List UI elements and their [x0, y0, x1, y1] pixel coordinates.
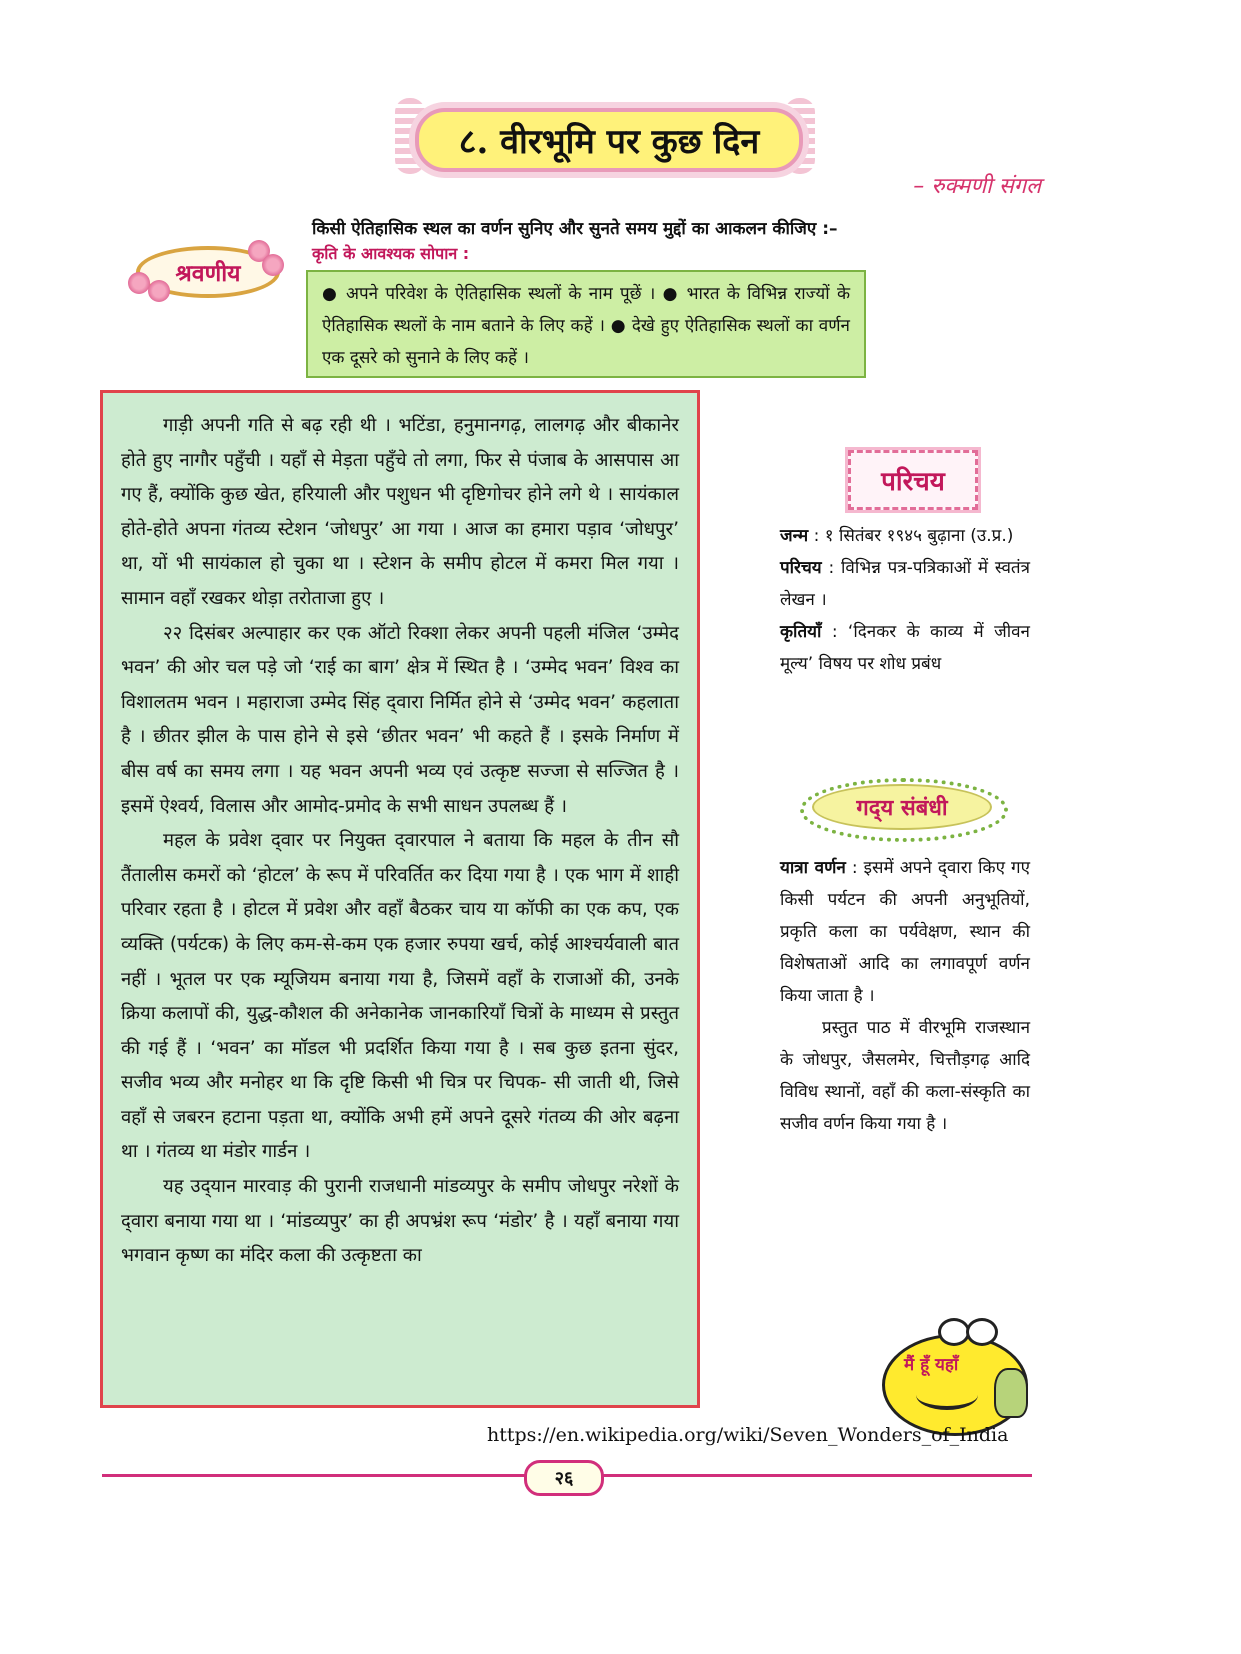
steps-label: कृति के आवश्यक सोपान : — [312, 244, 470, 263]
gadya-term: यात्रा वर्णन — [780, 858, 846, 878]
mascot-thumbs-up-icon — [994, 1368, 1028, 1418]
mascot-smile-icon — [916, 1380, 978, 1410]
bio-birth-value: : १ सितंबर १९४५ बुढ़ाना (उ.प्र.) — [813, 526, 1014, 546]
gadya-definition-text: : इसमें अपने द्‌वारा किए गए किसी पर्यटन की अपनी अनुभूतियों, प्रकृति कला का पर्यवेक्षण, स्थान की विशेषताओं आदि का लगावपूर्ण वर्णन किया जाता है । — [780, 858, 1030, 1006]
bio-works — [780, 616, 1030, 680]
bio-birth — [780, 520, 1030, 552]
chapter-title: ८. वीरभूमि पर कुछ दिन — [415, 108, 803, 172]
main-paragraph-3: महल के प्रवेश द्‌वार पर नियुक्त द्‌वारपाल ने बताया कि महल के तीन सौ तैंतालीस कमरों को ‘होटल’ के रूप में परिवर्तित कर दिया गया है । एक भाग में शाही परिवार रहता है । होटल में प्रवेश और वहाँ बैठकर चाय या कॉफी का एक कप, एक व्यक्ति (पर्यटक) के लिए कम-से-कम एक हजार रुपया खर्च, कोई आश्चर्यवाली बात नहीं । भूतल पर एक म्यूजियम बनाया गया है, जिसमें वहाँ के राजाओं की, उनके क्रिया कलापों की, युद्ध-कौशल की अनेकानेक जानकारियाँ चित्रों के माध्यम से प्रस्तुत की गई हैं । ‘भवन’ का मॉडल भी प्रदर्शित किया गया है । सब कुछ इतना सुंदर, सजीव भव्य और मनोहर था कि दृष्टि किसी भी चित्र पर चिपक- सी जाती थी, जिसे वहाँ से जबरन हटाना पड़ता था, क्योंकि अभी हमें अपने दूसरे गंतव्य की ओर बढ़ना था । गंतव्य था मंडोर गार्डन । — [121, 830, 679, 1163]
mascot-text: मैं हूँ यहाँ — [904, 1355, 959, 1375]
main-paragraph-2: २२ दिसंबर अल्पाहार कर एक ऑटो रिक्शा लेकर अपनी पहली मंजिल ‘उम्मेद भवन’ की ओर चल पड़े जो ‘राई का बाग’ क्षेत्र में स्थित है । ‘उम्मेद भवन’ विश्व का विशालतम भवन । महाराजा उम्मेद सिंह द्‌वारा निर्मित होने से ‘उम्मेद भवन’ कहलाता है । छीतर झील के पास होने से इसे ‘छीतर भवन’ भी कहते हैं । इसके निर्माण में बीस वर्ष का समय लगा । यह भवन अपनी भव्य एवं उत्कृष्ट सज्जा से सज्जित है । इसमें ऐश्वर्य, विलास और आमोद-प्रमोद के सभी साधन उपलब्ध हैं । — [121, 622, 679, 817]
bio-works-label: कृतियाँ — [780, 622, 822, 642]
reference-link[interactable]: https://en.wikipedia.org/wiki/Seven_Wonders_of_India — [487, 1424, 1009, 1446]
main-text-box — [100, 390, 700, 1408]
parichay-badge: परिचय — [848, 450, 978, 510]
author-name: – रुक्मणी संगल — [913, 174, 1041, 199]
bio-intro-label: परिचय — [780, 558, 822, 578]
shravaniya-badge — [128, 240, 278, 296]
mascot-eye-icon — [966, 1318, 998, 1346]
gadya-text — [780, 852, 1030, 1140]
main-paragraph-4: यह उद्‌यान मारवाड़ की पुरानी राजधानी मांडव्यपुर के समीप जोधपुर नरेशों के द्‌वारा बनाया गया था । ‘मांडव्यपुर’ का ही अपभ्रंश रूप ‘मंडोर’ है । यहाँ बनाया गया भगवान कृष्ण का मंदिर कला की उत्कृष्टता का — [121, 1176, 679, 1267]
gadya-badge — [800, 778, 1000, 834]
bio-works-value: : ‘दिनकर के काव्य में जीवन मूल्य’ विषय पर शोध प्रबंध — [780, 622, 1030, 674]
author-bio — [780, 520, 1030, 680]
bio-intro-value: : विभिन्न पत्र-पत्रिकाओं में स्वतंत्र लेखन । — [780, 558, 1031, 610]
gadya-label: गद्‌य संबंधी — [812, 784, 992, 830]
shravaniya-label: श्रवणीय — [136, 246, 280, 298]
bio-intro — [780, 552, 1030, 616]
gadya-definition — [780, 852, 1030, 1012]
flower-icon — [128, 272, 150, 294]
bio-birth-label: जन्म — [780, 526, 809, 546]
mascot — [882, 1318, 1032, 1436]
gadya-summary: प्रस्तुत पाठ में वीरभूमि राजस्थान के जोधपुर, जैसलमेर, चित्तौड़गढ़ आदि विविध स्थानों, वहाँ की कला-संस्कृति का सजीव वर्णन किया गया है । — [780, 1018, 1030, 1134]
steps-box — [306, 270, 866, 378]
chapter-title-banner — [395, 96, 815, 176]
page-number: २६ — [524, 1460, 604, 1496]
main-paragraph-1: गाड़ी अपनी गति से बढ़ रही थी । भटिंडा, हनुमानगढ़, लालगढ़ और बीकानेर होते हुए नागौर पहुँची । यहाँ से मेड़ता पहुँचे तो लगा, फिर से पंजाब के आसपास आ गए हैं, क्योंकि कुछ खेत, हरियाली और पशुधन भी दृष्टिगोचर होने लगे थे । सायंकाल होते-होते अपना गंतव्य स्टेशन ‘जोधपुर’ आ गया । आज का हमारा पड़ाव ‘जोधपुर’ था, यों भी सायंकाल हो चुका था । स्टेशन के समीप होटल में कमरा मिल गया । सामान वहाँ रखकर थोड़ा तरोताजा हुए । — [121, 415, 679, 609]
flower-icon — [148, 280, 170, 302]
listening-instruction: किसी ऐतिहासिक स्थल का वर्णन सुनिए और सुनते समय मुद्दों का आकलन कीजिए :– — [312, 219, 838, 239]
steps-text: ● अपने परिवेश के ऐतिहासिक स्थलों के नाम पूछें । ● भारत के विभिन्न राज्यों के ऐतिहासिक स्थलों के नाम बताने के लिए कहें । ● देखे हुए ऐतिहासिक स्थलों का वर्णन एक दूसरे को सुनाने के लिए कहें । — [322, 284, 850, 368]
flower-icon — [262, 254, 284, 276]
